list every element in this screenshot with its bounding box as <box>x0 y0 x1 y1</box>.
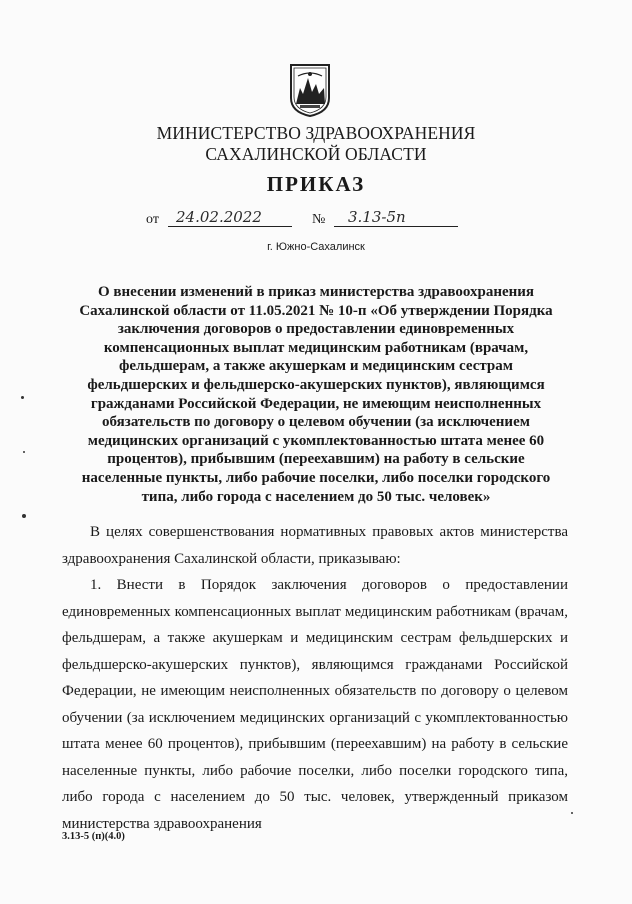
scan-speck <box>21 396 24 399</box>
handwritten-date: 24.02.2022 <box>168 208 292 227</box>
coat-of-arms-emblem <box>288 62 332 118</box>
order-title: О внесении изменений в приказ министерства здравоохранения Сахалинской области от 11.05.2021 № 10-п «Об утверждении Порядка заключения договоров о предоставлении единовременных компенсационных выплат медицинским работникам (врачам, фельдшерам, а также акушеркам и медицинским сестрам фельдшерских и фельдшерско-акушерских пунктов), являющимся гражданами Российской Федерации, не имеющим неисполненных обязательств по договору о целевом обучении (за исключением медицинских организаций с укомплектованностью штата менее 60 процентов), прибывшим (переехавшим) на работу в сельские населенные пункты, либо рабочие поселки, либо поселки городского типа, либо города с населением до 50 тыс. человек» <box>79 284 553 505</box>
city-label: г. Южно-Сахалинск <box>267 241 365 253</box>
scan-speck <box>22 514 26 518</box>
intro-paragraph: В целях совершенствования нормативных правовых актов министерства здравоохранения Сахалинской области, приказываю: <box>62 524 568 567</box>
date-number-line <box>146 208 506 230</box>
item-1-paragraph: 1. Внести в Порядок заключения договоров о предоставлении единовременных компенсационных выплат медицинским работникам (врачам, фельдшерам, а также акушеркам и медицинским сестрам фельдшерских и фельдшерско-акушерских пунктов), являющимся гражданами Российской Федерации, не имеющим неисполненных обязательств по договору о целевом обучении (за исключением медицинских организаций с укомплектованностью штата менее 60 процентов), прибывшим (переехавшим) на работу в сельские населенные пункты, либо рабочие поселки, либо поселки городского типа, либо города с населением до 50 тыс. человек, утвержденный приказом министерства здравоохранения <box>62 577 568 832</box>
date-prefix: от <box>146 212 159 227</box>
document-code: 3.13-5 (п)(4.0) <box>62 831 125 842</box>
document-type-heading: ПРИКАЗ <box>266 172 366 196</box>
scan-speck <box>23 451 25 453</box>
order-body <box>62 519 568 837</box>
scan-speck <box>571 812 573 814</box>
number-prefix: № <box>312 212 326 227</box>
handwritten-order-number: 3.13-5п <box>334 208 458 227</box>
ministry-name-line-1: МИНИСТЕРСТВО ЗДРАВООХРАНЕНИЯ <box>156 123 476 143</box>
ministry-name-line-2: САХАЛИНСКОЙ ОБЛАСТИ <box>205 144 427 164</box>
